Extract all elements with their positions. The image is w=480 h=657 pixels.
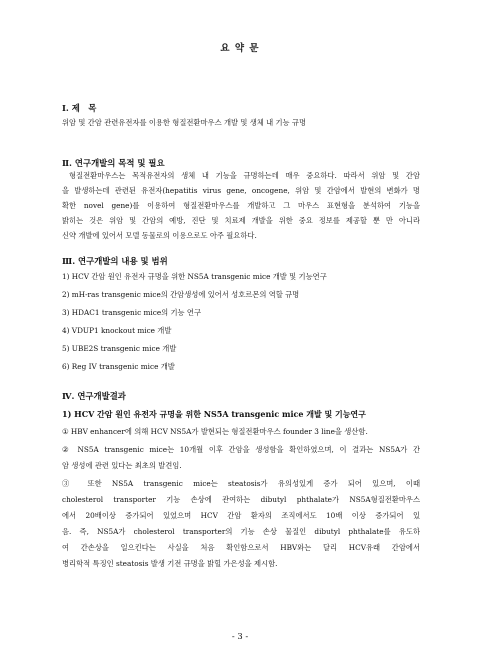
page-number: - 3 - (231, 631, 249, 641)
list-item: 3) HDAC1 transgenic mice의 기능 연구 (62, 308, 202, 317)
list-item: 6) Reg IV transgenic mice 개발 (62, 362, 175, 371)
result-paragraph-3-line: 에서 20배이상 증가되어 있었으며 HCV 간암 환자의 조직에서도 10배 이상 증가되어 있 (62, 511, 420, 520)
result-paragraph-2-line: ② NS5A transgenic mice는 10개월 이후 간암을 생성함을 확인하였으며, 이 결과는 NS5A가 간 (62, 445, 420, 454)
result-paragraph-1: ① HBV enhancer에 의해 HCV NS5A가 발현되는 형질전환마우스 founder 3 line을 생산함. (62, 427, 368, 436)
list-item: 4) VDUP1 knockout mice 개발 (62, 326, 172, 335)
list-item: 2) mH-ras transgenic mice의 간암생성에 있어서 성호르몬의 역할 규명 (62, 290, 300, 299)
list-item: 1) HCV 간암 원인 유전자 규명을 위한 NS5A transgenic mice 개발 및 기능연구 (62, 272, 327, 281)
section-2-line: 밝히는 것은 위암 및 간암의 예방, 진단 및 치료제 개발을 위한 중요 정보를 제공할 뿐 만 아니라 (62, 216, 420, 225)
result-paragraph-2-line: 암 생성에 관련 있다는 최초의 발견임. (62, 461, 182, 470)
section-1-heading: Ⅰ. 제 목 (62, 103, 97, 113)
section-2-heading: Ⅱ. 연구개발의 목적 및 필요 (62, 158, 165, 168)
section-2-line: 신약 개발에 있어서 모델 동물로의 이용으로도 아주 필요하다. (62, 231, 257, 240)
section-4-subheading: 1) HCV 간암 원인 유전자 규명을 위한 NS5A transgenic mice 개발 및 기능연구 (62, 409, 366, 419)
document-title: 요 약 문 (220, 43, 260, 54)
section-1-body: 위암 및 간암 관련유전자를 이용한 형질전환마우스 개발 및 생체 내 기능 규명 (62, 118, 307, 127)
result-paragraph-3-line: 음. 즉, NS5A가 cholesterol transporter의 기능 손상 물질인 dibutyl phthalate를 유도하 (62, 527, 420, 536)
section-3-heading: Ⅲ. 연구개발의 내용 및 범위 (62, 256, 168, 266)
result-paragraph-3-line: cholesterol transporter 기능 손상에 관여하는 dibutyl phthalate가 NS5A형질전환마우스 (62, 495, 420, 504)
list-item: 5) UBE2S transgenic mice 개발 (62, 344, 177, 353)
section-2-line: 을 발생하는데 관련된 유전자(hepatitis virus gene, oncogene, 위암 및 간암에서 발현의 변화가 명 (62, 186, 420, 195)
result-paragraph-3-line: ③ 또한 NS5A transgenic mice는 steatosis가 유의성있게 증가 되어 있으며, 이때 (62, 479, 420, 488)
section-4-heading: Ⅳ. 연구개발결과 (62, 391, 126, 401)
result-paragraph-3-line: 여 간손상을 일으킨다는 사실을 처음 확인함으로서 HBV와는 달리 HCV유래 간암에서 (62, 543, 420, 552)
section-2-line: 형질전환마우스는 목적유전자의 생체 내 기능을 규명하는데 매우 중요하다. 따라서 위암 및 간암 (69, 171, 420, 180)
section-2-line: 확한 novel gene)를 이용하여 형질전환마우스를 개발하고 그 마우스 표현형을 분석하여 기능을 (62, 201, 420, 210)
result-paragraph-3-line: 병리학적 특징인 steatosis 발생 기전 규명을 밝힐 가은성을 제시함. (62, 559, 278, 568)
